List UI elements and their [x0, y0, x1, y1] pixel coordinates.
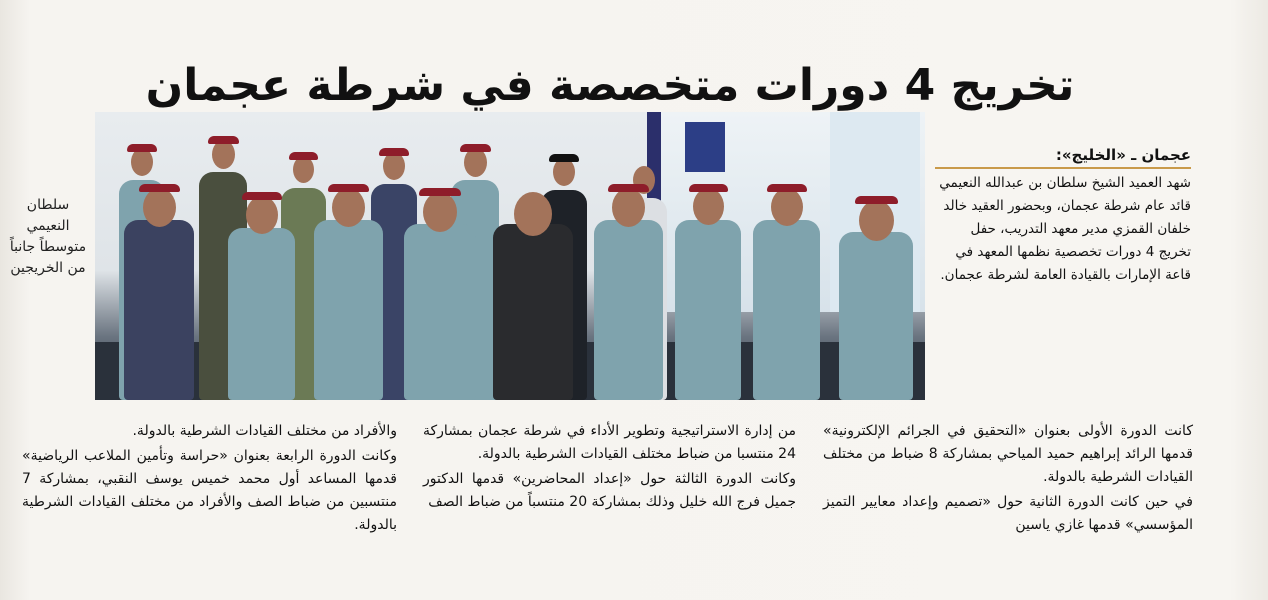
article-headline: تخريج 4 دورات متخصصة في شرطة عجمان [145, 60, 1075, 112]
photo-screen [685, 122, 725, 172]
photo-person-head [693, 188, 724, 225]
photo-person [594, 220, 663, 400]
photo-person-beret [767, 184, 807, 192]
photo-person-head [423, 192, 457, 232]
photo-person-head [131, 148, 153, 176]
photo-person-beret [629, 162, 659, 170]
photo-person-head [143, 188, 176, 227]
article-intro: شهد العميد الشيخ سلطان بن عبدالله النعيمي قائد عام شرطة عجمان، وبحضور العقيد خالد خلفان القمزي مدير معهد التدريب، حفل تخريج 4 دورات تخصصية نظمها المعهد في قاعة الإمارات بالقيادة العامة لشرطة عجمان. [939, 175, 1191, 283]
photo-person-beret [689, 184, 728, 192]
photo-person-head [553, 158, 575, 186]
photo-person [124, 220, 194, 400]
photo-person-head [383, 152, 405, 180]
photo-person-beret [460, 144, 491, 152]
article-byline: عجمان ـ «الخليج»: [935, 146, 1191, 169]
photo-person [839, 232, 913, 400]
paragraph: في حين كانت الدورة الثانية حول «تصميم وإعداد معايير التميز المؤسسي» قدمها غازي ياسين [823, 494, 1193, 533]
paragraph: كانت الدورة الأولى بعنوان «التحقيق في الجرائم الإلكترونية» قدمها الرائد إبراهيم حميد المياحي بمشاركة 8 ضباط من مختلف القيادات الشرطية بالدولة. [823, 423, 1193, 485]
photo-person-beret [242, 192, 282, 200]
photo-caption: سلطان النعيمي متوسطاً جانباً من الخريجين [9, 197, 87, 276]
photo-person-beret [289, 152, 318, 160]
article-column-1 [823, 420, 1193, 539]
photo-person-beret [139, 184, 180, 192]
article-column-2 [423, 420, 796, 516]
paragraph: وكانت الدورة الرابعة بعنوان «حراسة وتأمين الملاعب الرياضية» قدمها المساعد أول محمد خميس يوسف النقبي، بمشاركة 7 منتسبين من ضباط الصف والأفراد من مختلف القيادات الشرطية بالدولة. [22, 448, 397, 533]
paragraph: من إدارة الاستراتيجية وتطوير الأداء في شرطة عجمان بمشاركة 24 منتسبا من ضباط مختلف القيادات الشرطية بالدولة. [423, 423, 796, 462]
photo-person-beret [208, 136, 239, 144]
photo-person-beret [510, 188, 556, 196]
photo-person-beret [328, 184, 369, 192]
photo-person-head [859, 200, 894, 241]
photo-person-head [771, 188, 803, 226]
photo-person-beret [419, 188, 461, 196]
photo-person-head [332, 188, 365, 227]
photo-person [228, 228, 295, 400]
bleed-through-text [60, 0, 1200, 36]
photo-person-beret [549, 154, 579, 162]
photo-person-head [212, 140, 235, 169]
photo-person [404, 224, 476, 400]
paragraph: والأفراد من مختلف القيادات الشرطية بالدولة. [132, 423, 397, 439]
photo-person-beret [379, 148, 409, 156]
photo-person-beret [127, 144, 157, 152]
paragraph: وكانت الدورة الثالثة حول «إعداد المحاضرين» قدمها الدكتور جميل فرج الله خليل وذلك بمشاركة 20 منتسباً من ضباط الصف [423, 471, 796, 510]
photo-person-head [246, 196, 278, 234]
photo-person-head [293, 156, 314, 183]
photo-person-beret [855, 196, 898, 204]
article-column-3 [22, 420, 397, 539]
photo-person-beret [608, 184, 649, 192]
photo-person-head [514, 192, 552, 236]
photo-person-head [612, 188, 645, 227]
group-photo [95, 112, 925, 400]
photo-person [314, 220, 383, 400]
photo-person-head [464, 148, 487, 177]
photo-person [753, 220, 820, 400]
photo-person [675, 220, 741, 400]
photo-person [493, 224, 573, 400]
